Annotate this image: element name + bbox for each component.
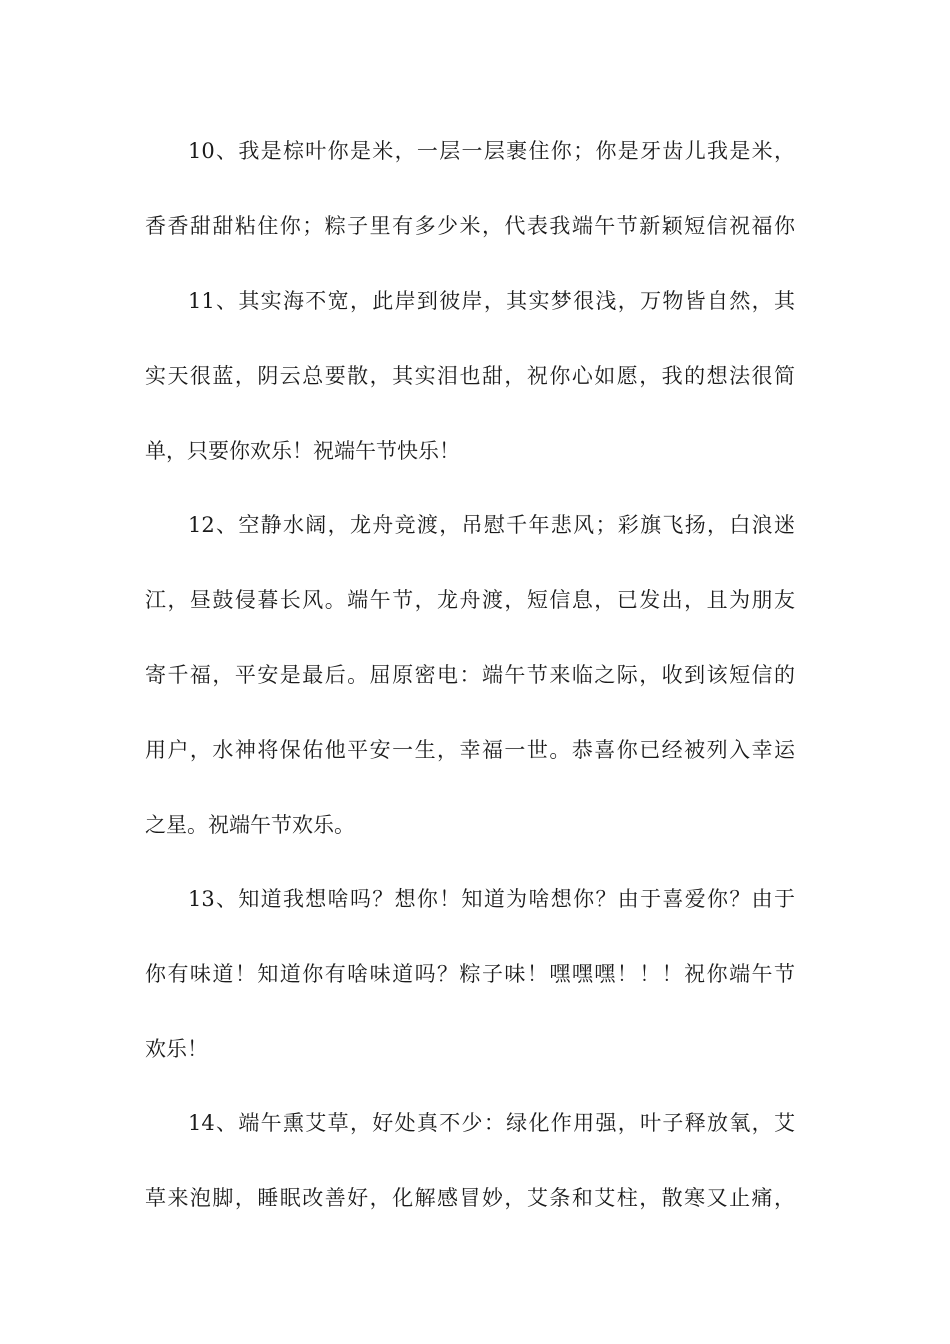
- text-line: 10、我是棕叶你是米，一层一层裹住你；你是牙齿儿我是米，: [188, 139, 795, 163]
- text-line: 11、其实海不宽，此岸到彼岸，其实梦很浅，万物皆自然，其: [188, 289, 795, 313]
- text-line: 欢乐！: [145, 1037, 208, 1061]
- text-line: 江，昼鼓侵暮长风。端午节，龙舟渡，短信息，已发出，且为朋友: [145, 588, 795, 612]
- text-line: 13、知道我想啥吗？想你！知道为啥想你？由于喜爱你？由于: [188, 887, 795, 911]
- text-line: 香香甜甜粘住你；粽子里有多少米，代表我端午节新颖短信祝福你: [145, 214, 795, 238]
- text-line: 之星。祝端午节欢乐。: [145, 813, 355, 837]
- text-line: 实天很蓝，阴云总要散，其实泪也甜，祝你心如愿，我的想法很简: [145, 364, 795, 388]
- text-line: 你有味道！知道你有啥味道吗？粽子味！嘿嘿嘿！！！祝你端午节: [145, 962, 795, 986]
- text-line: 14、端午熏艾草，好处真不少：绿化作用强，叶子释放氧，艾: [188, 1111, 795, 1135]
- text-line: 寄千福，平安是最后。屈原密电：端午节来临之际，收到该短信的: [145, 663, 795, 687]
- text-line: 单，只要你欢乐！祝端午节快乐！: [145, 439, 460, 463]
- text-line: 用户，水神将保佑他平安一生，幸福一世。恭喜你已经被列入幸运: [145, 738, 795, 762]
- text-line: 12、空静水阔，龙舟竞渡，吊慰千年悲风；彩旗飞扬，白浪迷: [188, 513, 795, 537]
- text-line: 草来泡脚，睡眠改善好，化解感冒妙，艾条和艾柱，散寒又止痛，: [145, 1186, 795, 1210]
